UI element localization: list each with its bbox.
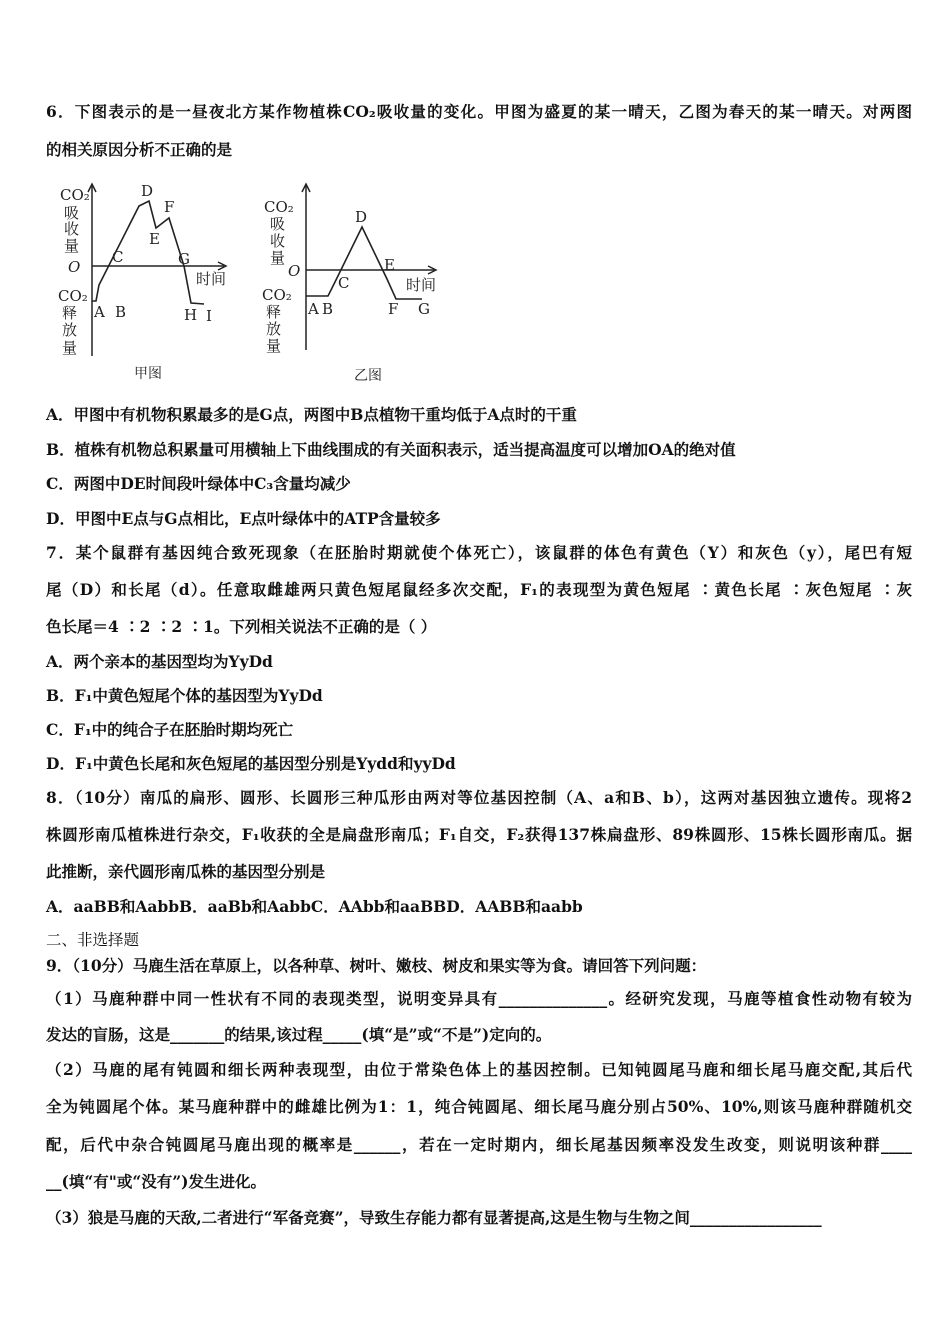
q9-stem-line1: 9．（10分）马鹿生活在草原上，以各种草、树叶、嫩枝、树皮和果实等为食。请回答下列问题： [46, 956, 707, 975]
q7-stem-line1: 7．某个鼠群有基因纯合致死现象（在胚胎时期就使个体死亡），该鼠群的体色有黄色（Y）和灰色（y），尾巴有短 [46, 543, 912, 562]
q8-stem-line3: 此推断，亲代圆形南瓜株的基因型分别是 [46, 862, 326, 881]
jia-y-bottom-char3: 量 [62, 339, 78, 357]
q8-options: A．aaBB和AabbB．aaBb和AabbC．AAbb和aaBBD．AABB和aabb [46, 897, 583, 916]
q7-option-a: A．两个亲本的基因型均为YyDd [46, 652, 273, 671]
jia-origin: O [68, 258, 81, 276]
q9-part1-line1: （1）马鹿种群中同一性状有不同的表现类型，说明变异具有______________。经研究发现，马鹿等植食性动物有较为 [46, 989, 912, 1008]
jia-point-a: A [94, 303, 105, 321]
jia-y-bottom-char2: 放 [62, 321, 78, 339]
jia-y-top-char1: 吸 [64, 204, 80, 222]
yi-caption: 乙图 [354, 368, 382, 384]
jia-y-bottom-char1: 释 [62, 304, 78, 322]
jia-point-b: B [115, 303, 127, 321]
jia-x-label: 时间 [196, 270, 227, 288]
q6-stem-line2: 的相关原因分析不正确的是 [46, 140, 233, 159]
yi-y-bottom-char3: 量 [266, 337, 282, 355]
q9-part3-line1: （3）狼是马鹿的天敌,二者进行“军备竞赛”，导致生存能力都有显著提高,这是生物与生物之间_________________ [46, 1208, 822, 1227]
yi-point-a: A [308, 300, 319, 318]
yi-point-c: C [338, 274, 350, 292]
yi-point-b: B [322, 300, 334, 318]
q7-option-b: B．F₁中黄色短尾个体的基因型为YyDd [46, 686, 323, 705]
q9-part2-line2: 全为钝圆尾个体。某马鹿种群中的雌雄比例为1：1，纯合钝圆尾、细长尾马鹿分别占50%、10%,则该马鹿种群随机交 [46, 1097, 912, 1116]
yi-y-top-label: CO₂ [264, 198, 294, 216]
q7-option-c: C．F₁中的纯合子在胚胎时期均死亡 [46, 720, 294, 739]
yi-axes [302, 184, 436, 350]
yi-y-top-char1: 吸 [270, 215, 286, 233]
q7-stem-line2: 尾（D）和长尾（d）。任意取雌雄两只黄色短尾鼠经多次交配，F₁的表现型为黄色短尾 ∶黄色长尾 ∶灰色短尾 ∶灰 [46, 580, 912, 599]
jia-y-top-char3: 量 [64, 237, 80, 255]
q8-stem-line2: 株圆形南瓜植株进行杂交，F₁收获的全是扁盘形南瓜；F₁自交，F₂获得137株扁盘形、89株圆形、15株长圆形南瓜。据 [46, 825, 912, 844]
q9-part2-line3: 配，后代中杂合钝圆尾马鹿出现的概率是______，若在一定时期内，细长尾基因频率没发生改变，则说明该种群____ [46, 1135, 912, 1154]
yi-y-bottom-char1: 释 [266, 303, 282, 321]
jia-point-i: I [206, 307, 212, 325]
jia-point-f: F [164, 198, 175, 216]
q7-option-d: D．F₁中黄色长尾和灰色短尾的基因型分别是Yydd和yyDd [46, 754, 456, 773]
jia-point-c: C [112, 248, 124, 266]
jia-y-bottom-label: CO₂ [58, 287, 88, 305]
jia-point-h: H [184, 306, 198, 324]
q6-option-d: D．甲图中E点与G点相比，E点叶绿体中的ATP含量较多 [46, 509, 441, 528]
q6-option-c: C．两图中DE时间段叶绿体中C₃含量均减少 [46, 474, 351, 493]
jia-caption: 甲图 [134, 366, 162, 382]
q9-part2-line4: __(填“有"或“没有”)发生进化。 [46, 1172, 266, 1191]
q9-part2-line1: （2）马鹿的尾有钝圆和细长两种表现型，由位于常染色体上的基因控制。已知钝圆尾马鹿和细长尾马鹿交配,其后代 [46, 1060, 912, 1079]
q6-option-a: A．甲图中有机物积累最多的是G点，两图中B点植物干重均低于A点时的干重 [46, 405, 577, 424]
q8-stem-line1: 8．（10分）南瓜的扁形、圆形、长圆形三种瓜形由两对等位基因控制（A、a和B、b），这两对基因独立遗传。现将2 [46, 788, 912, 807]
yi-x-label: 时间 [406, 276, 437, 294]
q6-stem-line1: 6．下图表示的是一昼夜北方某作物植株CO₂吸收量的变化。甲图为盛夏的某一晴天，乙图为春天的某一晴天。对两图 [46, 102, 912, 121]
q6-option-b: B．植株有机物总积累量可用横轴上下曲线围成的有关面积表示，适当提高温度可以增加OA的绝对值 [46, 440, 736, 459]
yi-point-g: G [418, 300, 430, 318]
q7-stem-line3: 色长尾＝4 ∶2 ∶2 ∶1。下列相关说法不正确的是（ ） [46, 617, 437, 636]
q9-part1-line2: 发达的盲肠，这是_______的结果,该过程_____(填“是”或“不是”)定向的。 [46, 1025, 552, 1044]
jia-point-e: E [149, 230, 160, 248]
figure-yi [262, 182, 444, 388]
yi-origin: O [288, 262, 301, 280]
jia-y-top-char2: 收 [64, 220, 80, 238]
figure-jia [54, 178, 236, 390]
jia-y-top-label: CO₂ [60, 186, 90, 204]
section-heading: 二、非选择题 [46, 931, 140, 949]
yi-point-e: E [384, 256, 395, 274]
yi-point-d: D [355, 208, 368, 226]
yi-y-top-char3: 量 [270, 249, 286, 267]
yi-y-top-char2: 收 [270, 232, 286, 250]
yi-point-f: F [388, 300, 399, 318]
jia-point-g: G [178, 250, 190, 268]
yi-y-bottom-char2: 放 [266, 320, 282, 338]
yi-y-bottom-label: CO₂ [262, 286, 292, 304]
jia-point-d: D [141, 182, 154, 200]
yi-curve [306, 227, 422, 299]
